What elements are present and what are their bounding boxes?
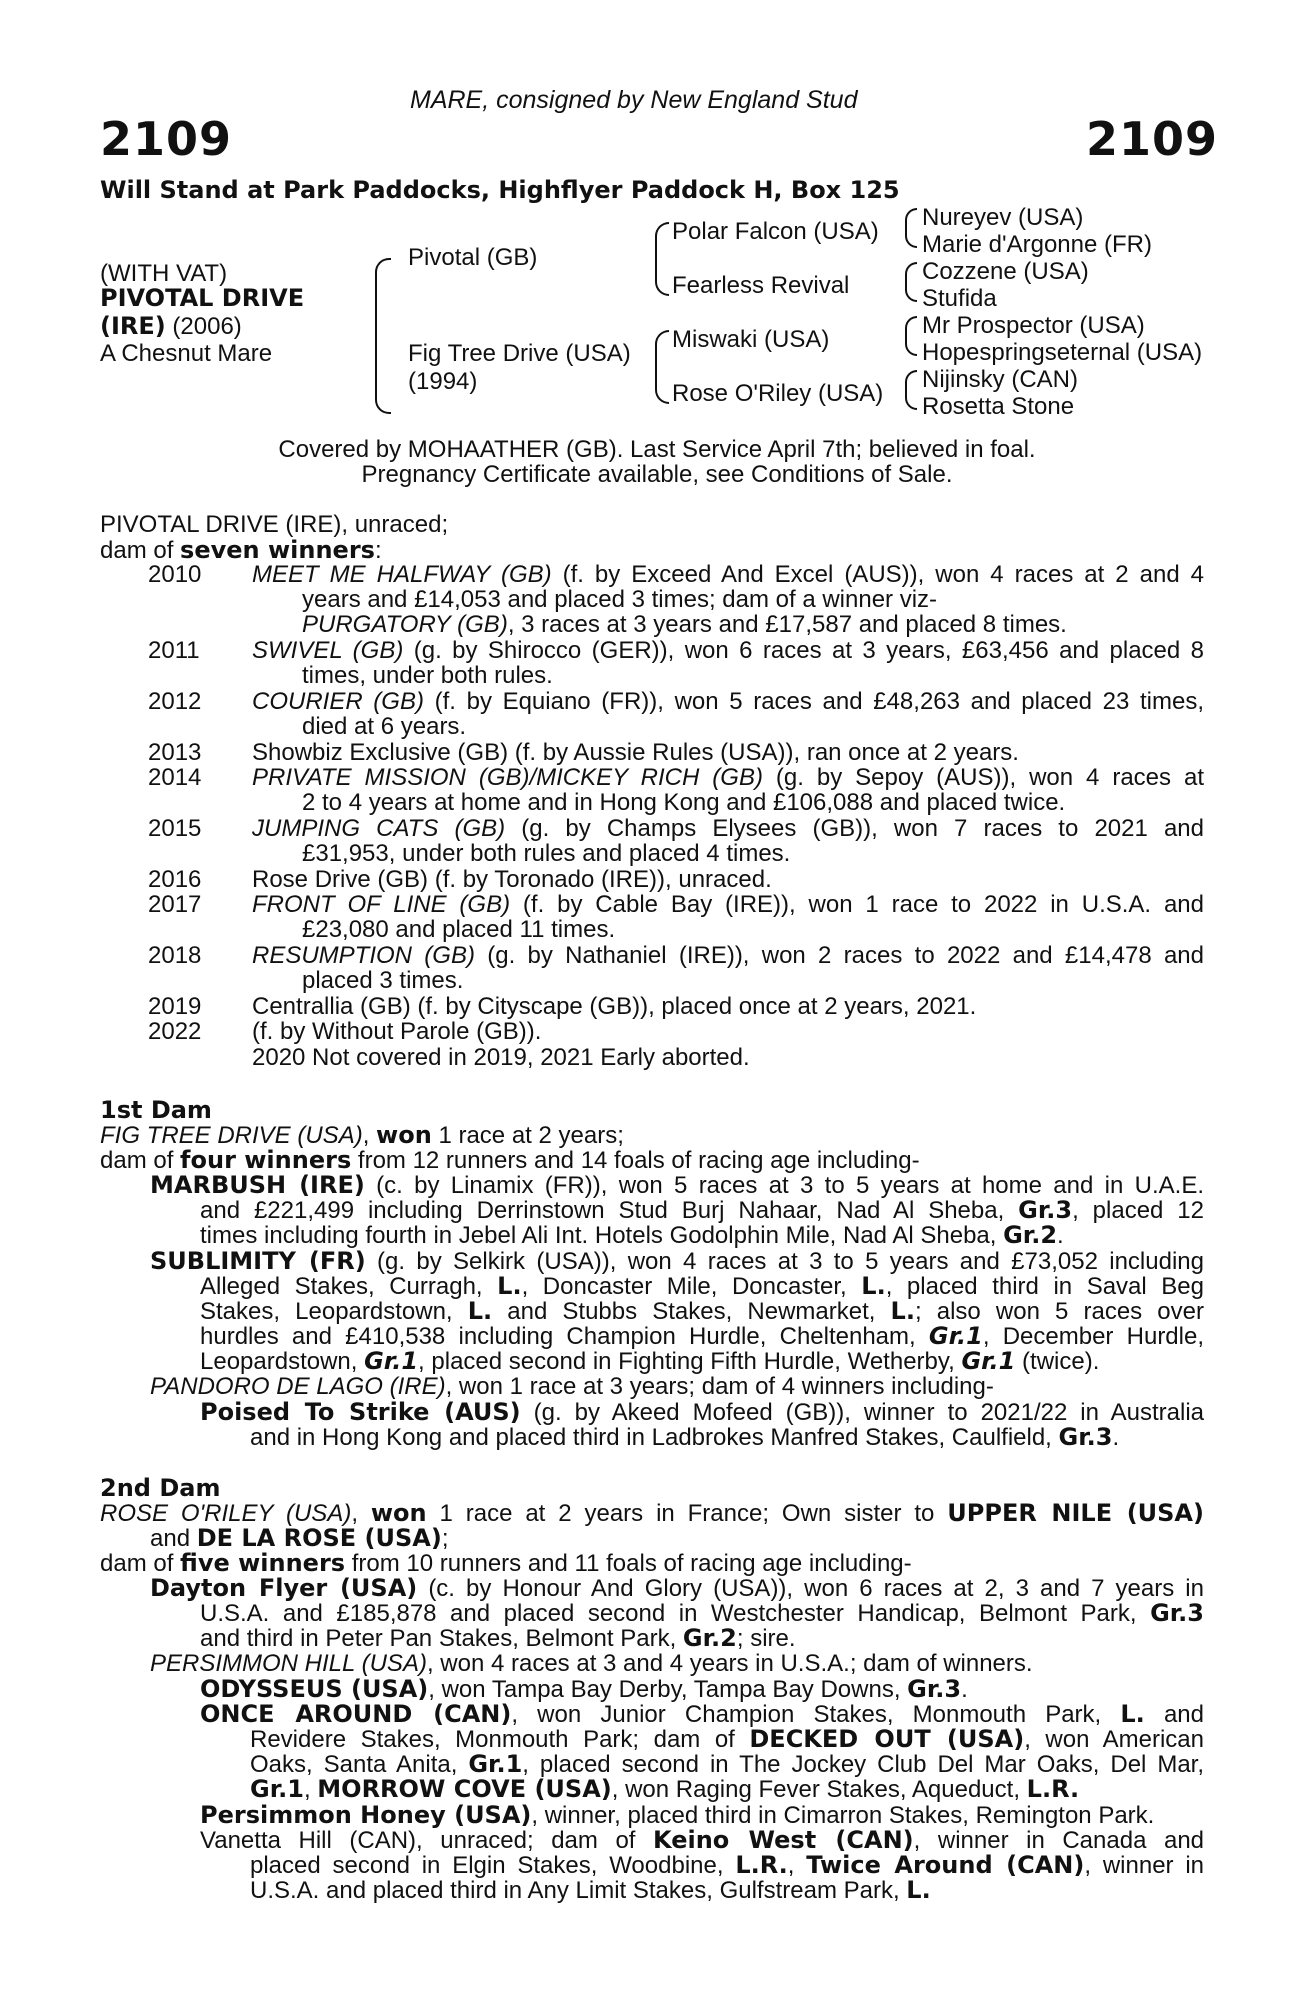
- pedigree-ss: Polar Falcon (USA): [672, 218, 879, 245]
- produce-line: £31,953, under both rules and placed 4 times.: [302, 840, 791, 867]
- dam1-line: Stakes, Leopardstown, L. and Stubbs Stakes, Newmarket, L.; also won 5 races over: [200, 1297, 1204, 1325]
- produce-line: PURGATORY (GB), 3 races at 3 years and £17,587 and placed 8 times.: [302, 611, 1067, 638]
- dam2-line: U.S.A. and £185,878 and placed second in Westchester Handicap, Belmont Park, Gr.3: [200, 1599, 1204, 1627]
- horse-name: PIVOTAL DRIVE: [100, 284, 305, 312]
- produce-line: £23,080 and placed 11 times.: [302, 916, 616, 943]
- horse-origin-year: (IRE) (2006): [100, 312, 242, 340]
- dam2-line: Dayton Flyer (USA) (c. by Honour And Glory (USA)), won 6 races at 2, 3 and 7 years in: [150, 1574, 1204, 1602]
- pedigree-brace-dam: [655, 330, 669, 404]
- dam1-line: dam of four winners from 12 runners and 14 foals of racing age including-: [100, 1146, 920, 1174]
- dam2-line: ROSE O'RILEY (USA), won 1 race at 2 years in France; Own sister to UPPER NILE (USA): [100, 1499, 1204, 1527]
- dam2-line: and DE LA ROSE (USA);: [150, 1524, 449, 1552]
- pedigree-brace-dd: [905, 370, 917, 410]
- pedigree-dam: Fig Tree Drive (USA): [408, 340, 631, 367]
- produce-year: 2013: [148, 739, 202, 766]
- dam2-line: Gr.1, MORROW COVE (USA), won Raging Fever Stakes, Aqueduct, L.R.: [250, 1775, 1080, 1803]
- dam2-line: Vanetta Hill (CAN), unraced; dam of Keino West (CAN), winner in Canada and: [200, 1826, 1205, 1854]
- produce-line: FRONT OF LINE (GB) (f. by Cable Bay (IRE)), won 1 race to 2022 in U.S.A. and: [252, 891, 1204, 918]
- produce-line: MEET ME HALFWAY (GB) (f. by Exceed And Excel (AUS)), won 4 races at 2 and 4: [252, 561, 1204, 588]
- dam1-line: FIG TREE DRIVE (USA), won 1 race at 2 years;: [100, 1121, 624, 1149]
- pedigree-dd: Rose O'Riley (USA): [672, 380, 884, 407]
- pedigree-brace-main: [375, 258, 391, 414]
- dam2-line: Revidere Stakes, Monmouth Park; dam of DECKED OUT (USA), won American: [250, 1725, 1204, 1753]
- dam2-line: ONCE AROUND (CAN), won Junior Champion Stakes, Monmouth Park, L. and: [200, 1700, 1204, 1728]
- dam2-line: and third in Peter Pan Stakes, Belmont Park, Gr.2; sire.: [200, 1624, 796, 1652]
- covered-line-2: Pregnancy Certificate available, see Conditions of Sale.: [361, 461, 953, 488]
- lot-number-right: 2109: [1086, 112, 1219, 166]
- produce-year: 2016: [148, 866, 202, 893]
- dam1-line: SUBLIMITY (FR) (g. by Selkirk (USA)), won 4 races at 3 to 5 years and £73,052 including: [150, 1247, 1204, 1275]
- produce-note: 2020 Not covered in 2019, 2021 Early aborted.: [252, 1044, 750, 1071]
- dam1-line: times including fourth in Jebel Ali Int. Hotels Godolphin Mile, Nad Al Sheba, Gr.2.: [200, 1221, 1064, 1249]
- pedigree-ds: Miswaki (USA): [672, 326, 830, 353]
- produce-line: times, under both rules.: [302, 662, 553, 689]
- covered-line-1: Covered by MOHAATHER (GB). Last Service April 7th; believed in foal.: [278, 436, 1036, 463]
- dam1-line: Poised To Strike (AUS) (g. by Akeed Mofeed (GB)), winner to 2021/22 in Australia: [200, 1398, 1204, 1426]
- produce-year: 2018: [148, 942, 202, 969]
- dam1-line: and in Hong Kong and placed third in Ladbrokes Manfred Stakes, Caulfield, Gr.3.: [250, 1423, 1120, 1451]
- produce-line: RESUMPTION (GB) (g. by Nathaniel (IRE)), won 2 races to 2022 and £14,478 and: [252, 942, 1204, 969]
- dam1-line: MARBUSH (IRE) (c. by Linamix (FR)), won 5 races at 3 to 5 years at home and in U.A.E.: [150, 1171, 1204, 1199]
- pedigree-brace-ss: [905, 208, 917, 248]
- produce-year: 2011: [148, 637, 200, 664]
- produce-line: 2 to 4 years at home and in Hong Kong and £106,088 and placed twice.: [302, 789, 1066, 816]
- section-heading-2nd-dam: 2nd Dam: [100, 1474, 221, 1502]
- produce-line: Rose Drive (GB) (f. by Toronado (IRE)), unraced.: [252, 866, 772, 893]
- pedigree-ddd: Rosetta Stone: [922, 393, 1075, 420]
- dam1-line: Alleged Stakes, Curragh, L., Doncaster Mile, Doncaster, L., placed third in Saval Beg: [200, 1272, 1204, 1300]
- dam2-line: U.S.A. and placed third in Any Limit Stakes, Gulfstream Park, L.: [250, 1876, 931, 1904]
- pedigree-sds: Cozzene (USA): [922, 258, 1089, 285]
- pedigree-sdd: Stufida: [922, 285, 997, 312]
- produce-year: 2017: [148, 891, 202, 918]
- produce-line: (f. by Without Parole (GB)).: [252, 1018, 542, 1045]
- pedigree-sss: Nureyev (USA): [922, 204, 1084, 231]
- vat-note: (WITH VAT): [100, 260, 228, 287]
- produce-year: 2012: [148, 688, 202, 715]
- dam1-line: hurdles and £410,538 including Champion Hurdle, Cheltenham, Gr.1, December Hurdle,: [200, 1322, 1205, 1350]
- produce-year: 2014: [148, 764, 202, 791]
- lot-number-left: 2109: [100, 112, 233, 166]
- pedigree-sire: Pivotal (GB): [408, 244, 538, 271]
- produce-year: 2015: [148, 815, 202, 842]
- dam2-line: Persimmon Honey (USA), winner, placed third in Cimarron Stakes, Remington Park.: [200, 1801, 1155, 1829]
- produce-line: COURIER (GB) (f. by Equiano (FR)), won 5 races and £48,263 and placed 23 times,: [252, 688, 1205, 715]
- produce-line: Centrallia (GB) (f. by Cityscape (GB)), placed once at 2 years, 2021.: [252, 993, 977, 1020]
- produce-line: years and £14,053 and placed 3 times; dam of a winner viz-: [302, 586, 938, 613]
- produce-line: placed 3 times.: [302, 967, 464, 994]
- produce-year: 2010: [148, 561, 202, 588]
- produce-line: SWIVEL (GB) (g. by Shirocco (GER)), won 6 races at 3 years, £63,456 and placed 8: [252, 637, 1204, 664]
- dam2-line: ODYSSEUS (USA), won Tampa Bay Derby, Tampa Bay Downs, Gr.3.: [200, 1675, 968, 1703]
- stand-location: Will Stand at Park Paddocks, Highflyer Paddock H, Box 125: [100, 176, 900, 204]
- pedigree-brace-ds: [905, 316, 917, 356]
- pedigree-dsd: Hopespringseternal (USA): [922, 339, 1203, 366]
- produce-line: PRIVATE MISSION (GB)/MICKEY RICH (GB) (g. by Sepoy (AUS)), won 4 races at: [252, 764, 1204, 791]
- pedigree-sd: Fearless Revival: [672, 272, 850, 299]
- produce-line: Showbiz Exclusive (GB) (f. by Aussie Rules (USA)), ran once at 2 years.: [252, 739, 1019, 766]
- produce-line: JUMPING CATS (GB) (g. by Champs Elysees (GB)), won 7 races to 2021 and: [252, 815, 1204, 842]
- pedigree-dam-year: (1994): [408, 368, 478, 395]
- produce-line: died at 6 years.: [302, 713, 467, 740]
- pedigree-dds: Nijinsky (CAN): [922, 366, 1078, 393]
- produce-intro: PIVOTAL DRIVE (IRE), unraced;: [100, 511, 449, 538]
- produce-intro-dam-of: dam of seven winners:: [100, 536, 382, 564]
- pedigree-brace-sd: [905, 262, 917, 302]
- consignor-subtitle: MARE, consigned by New England Stud: [410, 86, 858, 114]
- produce-year: 2022: [148, 1018, 202, 1045]
- pedigree-brace-sire: [655, 222, 669, 296]
- dam2-line: placed second in Elgin Stakes, Woodbine, L.R., Twice Around (CAN), winner in: [250, 1851, 1205, 1879]
- dam1-line: PANDORO DE LAGO (IRE), won 1 race at 3 years; dam of 4 winners including-: [150, 1373, 994, 1400]
- produce-year: 2019: [148, 993, 202, 1020]
- dam1-line: and £221,499 including Derrinstown Stud Burj Nahaar, Nad Al Sheba, Gr.3, placed 12: [200, 1196, 1204, 1224]
- horse-description: A Chesnut Mare: [100, 340, 273, 367]
- pedigree-ssd: Marie d'Argonne (FR): [922, 231, 1152, 258]
- dam2-line: dam of five winners from 10 runners and 11 foals of racing age including-: [100, 1549, 912, 1577]
- dam1-line: Leopardstown, Gr.1, placed second in Fighting Fifth Hurdle, Wetherby, Gr.1 (twice).: [200, 1347, 1100, 1375]
- pedigree-dss: Mr Prospector (USA): [922, 312, 1145, 339]
- dam2-line: PERSIMMON HILL (USA), won 4 races at 3 and 4 years in U.S.A.; dam of winners.: [150, 1650, 1033, 1677]
- dam2-line: Oaks, Santa Anita, Gr.1, placed second in The Jockey Club Del Mar Oaks, Del Mar,: [250, 1750, 1205, 1778]
- section-heading-1st-dam: 1st Dam: [100, 1096, 212, 1124]
